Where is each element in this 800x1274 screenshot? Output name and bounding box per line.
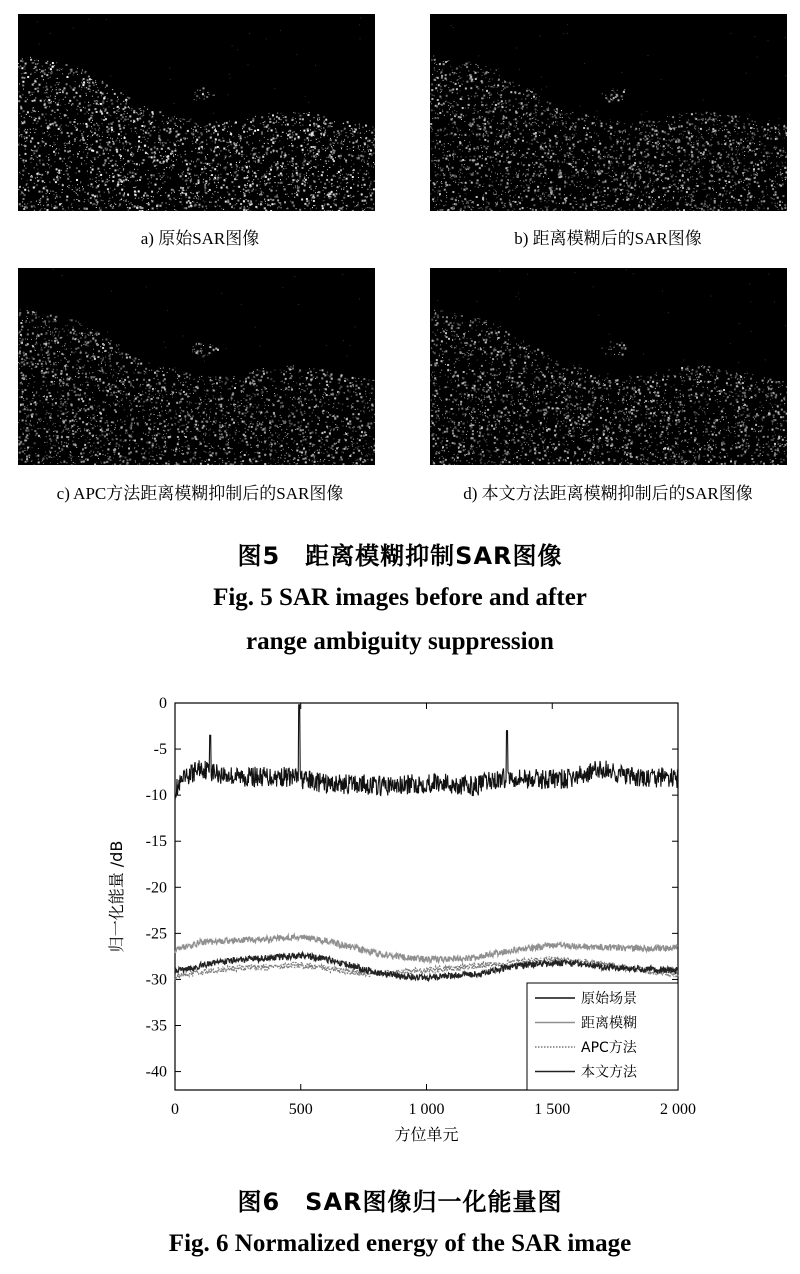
y-tick-label: 0 — [159, 695, 167, 712]
figure5-caption-en-line1: Fig. 5 SAR images before and after — [213, 584, 587, 611]
y-tick-label: -5 — [153, 741, 167, 759]
sar-texture — [18, 14, 375, 211]
sar-texture — [18, 268, 375, 465]
y-axis-label: 归一化能量 /dB — [107, 840, 126, 953]
x-tick-label: 500 — [288, 1101, 313, 1118]
sar-texture — [430, 14, 787, 211]
y-tick-label: -25 — [145, 925, 167, 943]
y-tick-label: -10 — [145, 787, 167, 805]
legend-label-3: APC方法 — [581, 1040, 637, 1056]
y-tick-label: -20 — [145, 879, 167, 897]
subcaption-b: b) 距离模糊后的SAR图像 — [514, 229, 702, 248]
legend-label-1: 原始场景 — [581, 991, 637, 1007]
y-tick-label: -40 — [145, 1063, 167, 1081]
y-tick-label: -35 — [145, 1017, 167, 1035]
subcaption-c: c) APC方法距离模糊抑制后的SAR图像 — [56, 484, 344, 503]
figure6-caption-en: Fig. 6 Normalized energy of the SAR image — [168, 1230, 632, 1257]
subcaption-a: a) 原始SAR图像 — [140, 229, 260, 248]
x-tick-label: 1 500 — [534, 1101, 571, 1118]
energy-chart — [0, 685, 800, 1155]
figure5-caption-en-line2: range ambiguity suppression — [246, 628, 554, 655]
y-tick-label: -30 — [145, 971, 167, 989]
legend-label-2: 距离模糊 — [581, 1015, 637, 1032]
x-axis-label: 方位单元 — [394, 1125, 459, 1144]
sar-image-a — [18, 14, 375, 211]
x-tick-label: 0 — [171, 1101, 179, 1118]
x-tick-label: 2 000 — [660, 1101, 696, 1118]
sar-image-d — [430, 268, 787, 465]
legend-label-4: 本文方法 — [581, 1064, 637, 1081]
figure5-caption-cn: 图5 距离模糊抑制SAR图像 — [237, 542, 563, 570]
figure6-caption-cn: 图6 SAR图像归一化能量图 — [237, 1188, 563, 1216]
sar-image-c — [18, 268, 375, 465]
y-tick-label: -15 — [145, 833, 167, 851]
subcaption-d: d) 本文方法距离模糊抑制后的SAR图像 — [463, 484, 753, 503]
x-tick-label: 1 000 — [408, 1101, 445, 1118]
sar-texture — [430, 268, 787, 465]
series-line-1 — [175, 705, 678, 801]
sar-image-b — [430, 14, 787, 211]
